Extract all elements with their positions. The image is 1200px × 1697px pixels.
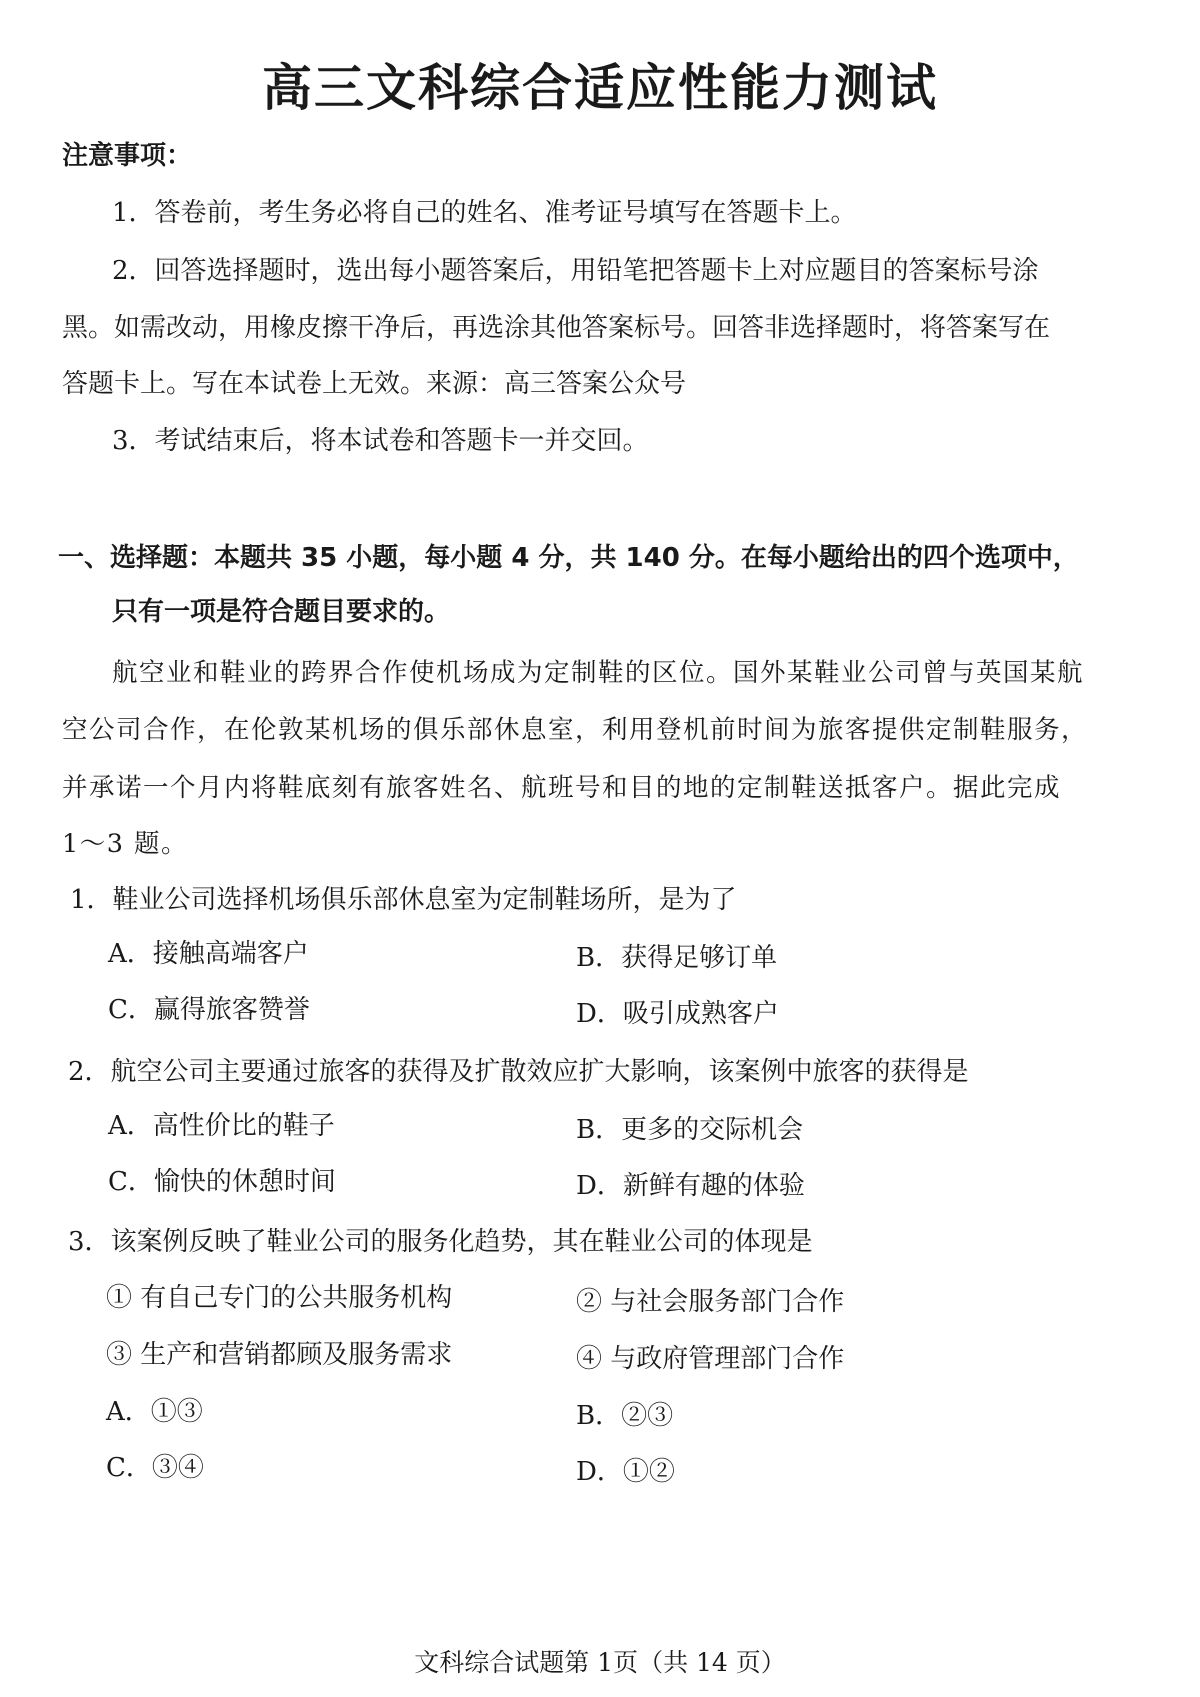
question-1-option-c: C．赢得旅客赞誉: [108, 995, 310, 1025]
page-title: 高三文科综合适应性能力测试: [262, 59, 938, 117]
section-heading-line-1: 一、选择题：本题共 35 小题，每小题 4 分，共 140 分。在每小题给出的四个选项中，: [58, 543, 1079, 573]
question-1-option-d: D．吸引成熟客户: [576, 999, 779, 1029]
notice-heading: 注意事项：: [62, 141, 193, 171]
question-2-option-d: D．新鲜有趣的体验: [576, 1171, 805, 1201]
question-2-option-b: B．更多的交际机会: [576, 1115, 804, 1145]
notice-item-2-line-1: 2．回答选择题时，选出每小题答案后，用铅笔把答题卡上对应题目的答案标号涂: [112, 256, 1039, 286]
passage-line-4: 1～3 题。: [62, 829, 189, 859]
question-3-statement-1: ① 有自己专门的公共服务机构: [106, 1283, 453, 1313]
question-1-stem: 1．鞋业公司选择机场俱乐部休息室为定制鞋场所，是为了: [70, 885, 737, 915]
question-3-option-c: C．③④: [106, 1453, 204, 1483]
notice-item-2-line-3: 答题卡上。写在本试卷上无效。来源：高三答案公众号: [62, 369, 687, 399]
notice-item-1: 1．答卷前，考生务必将自己的姓名、准考证号填写在答题卡上。: [112, 198, 857, 228]
notice-item-2-line-2: 黑。如需改动，用橡皮擦干净后，再选涂其他答案标号。回答非选择题时，将答案写在: [62, 313, 1051, 343]
passage-line-3: 并承诺一个月内将鞋底刻有旅客姓名、航班号和目的地的定制鞋送抵客户。据此完成: [62, 773, 1062, 803]
question-2-option-c: C．愉快的休憩时间: [108, 1167, 336, 1197]
passage-line-1: 航空业和鞋业的跨界合作使机场成为定制鞋的区位。国外某鞋业公司曾与英国某航: [112, 658, 1085, 688]
section-heading-line-2: 只有一项是符合题目要求的。: [112, 597, 451, 627]
passage-line-2: 空公司合作，在伦敦某机场的俱乐部休息室，利用登机前时间为旅客提供定制鞋服务，: [62, 715, 1089, 745]
question-3-statement-3: ③ 生产和营销都顾及服务需求: [106, 1340, 453, 1370]
question-1-option-b: B．获得足够订单: [576, 943, 778, 973]
question-3-statement-4: ④ 与政府管理部门合作: [576, 1344, 845, 1374]
question-2-option-a: A．高性价比的鞋子: [108, 1111, 335, 1141]
question-1-option-a: A．接触高端客户: [108, 939, 309, 969]
question-3-option-b: B．②③: [576, 1401, 674, 1431]
question-3-stem: 3．该案例反映了鞋业公司的服务化趋势，其在鞋业公司的体现是: [68, 1227, 813, 1257]
question-3-option-a: A．①③: [106, 1397, 203, 1427]
question-2-stem: 2．航空公司主要通过旅客的获得及扩散效应扩大影响，该案例中旅客的获得是: [68, 1057, 969, 1087]
question-3-option-d: D．①②: [576, 1457, 675, 1487]
page-footer: 文科综合试题第 1页（共 14 页）: [414, 1648, 786, 1677]
notice-item-3: 3．考试结束后，将本试卷和答题卡一并交回。: [112, 426, 649, 456]
question-3-statement-2: ② 与社会服务部门合作: [576, 1287, 845, 1317]
